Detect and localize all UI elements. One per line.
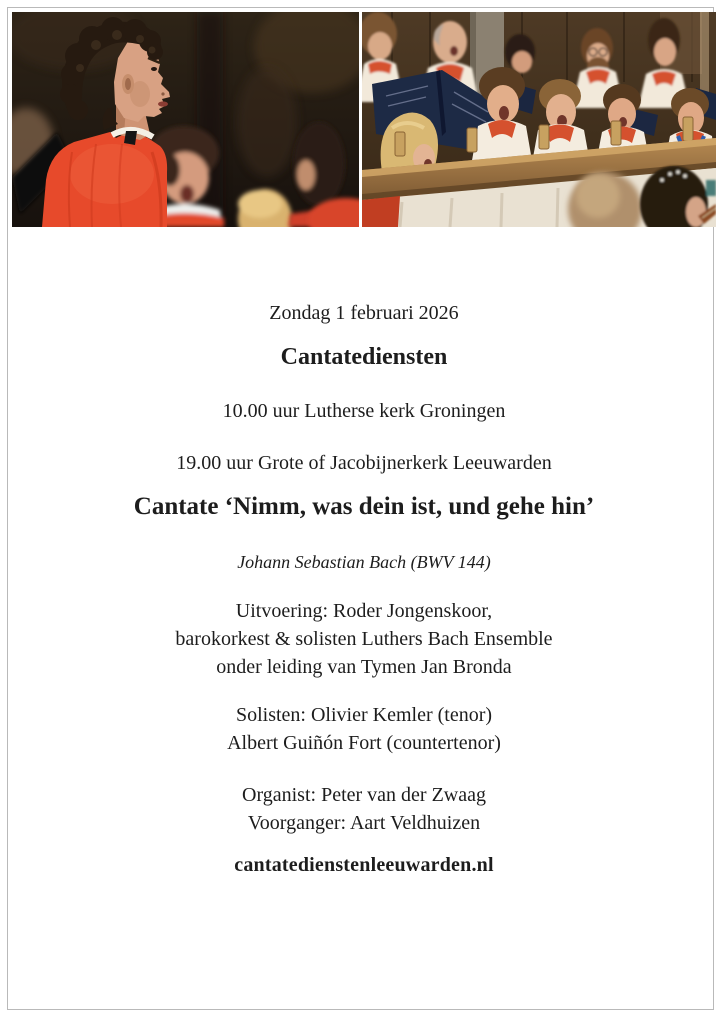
organist-line: Organist: Peter van der Zwaag bbox=[242, 784, 486, 806]
service-groningen: 10.00 uur Lutherse kerk Groningen bbox=[222, 400, 506, 422]
series-title: Cantatediensten bbox=[280, 344, 448, 370]
website-url: cantatedienstenleeuwarden.nl bbox=[234, 854, 494, 876]
performers-block bbox=[0, 597, 728, 681]
event-date: Zondag 1 februari 2026 bbox=[269, 302, 459, 324]
voorganger-line: Voorganger: Aart Veldhuizen bbox=[247, 812, 481, 834]
cantata-title: Cantate ‘Nimm, was dein ist, und gehe hin’ bbox=[133, 493, 595, 520]
officials-block bbox=[0, 781, 728, 837]
photo-left-choirboy bbox=[12, 12, 359, 227]
photo-row bbox=[12, 12, 716, 227]
performers-line-2: barokorkest & solisten Luthers Bach Ensemble bbox=[175, 628, 553, 650]
soloist-tenor: Solisten: Olivier Kemler (tenor) bbox=[235, 704, 493, 726]
service-leeuwarden: 19.00 uur Grote of Jacobijnerkerk Leeuwarden bbox=[176, 452, 552, 474]
performers-line-3: onder leiding van Tymen Jan Bronda bbox=[216, 656, 512, 678]
photo-right-choir bbox=[362, 12, 716, 227]
composer-line: Johann Sebastian Bach (BWV 144) bbox=[237, 552, 491, 572]
performers-line-1: Uitvoering: Roder Jongenskoor, bbox=[235, 600, 493, 622]
soloists-block bbox=[0, 701, 728, 757]
soloist-countertenor: Albert Guiñón Fort (countertenor) bbox=[227, 732, 501, 754]
